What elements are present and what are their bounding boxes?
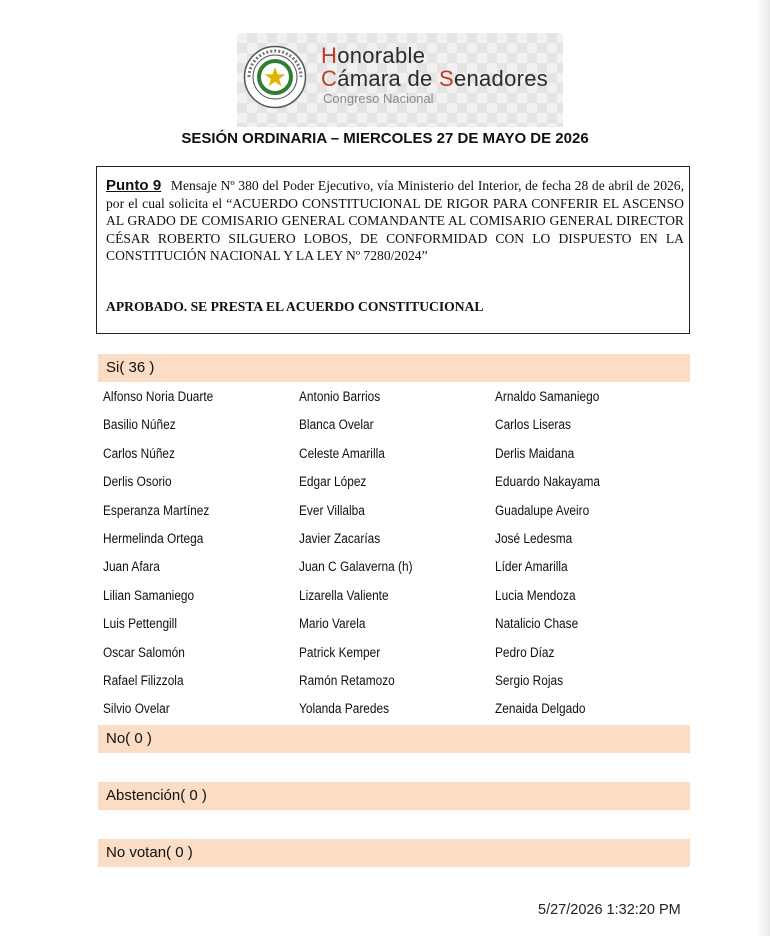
- org-name-line2: Cámara de Senadores: [321, 66, 549, 91]
- voter-name: Lizarella Valiente: [299, 587, 389, 603]
- voter-name: Ever Villalba: [299, 502, 365, 518]
- voter-name: Derlis Osorio: [103, 474, 172, 490]
- voter-name: Basilio Núñez: [103, 417, 176, 433]
- voter-name: Eduardo Nakayama: [495, 474, 601, 490]
- voter-name: Edgar López: [299, 474, 367, 490]
- voter-name: Juan Afara: [103, 559, 160, 575]
- voter-name: Lucia Mendoza: [495, 587, 576, 603]
- voter-name: Javier Zacarías: [299, 531, 381, 546]
- voter-name: Blanca Ovelar: [299, 417, 374, 433]
- senate-header-logo: [237, 33, 563, 127]
- vote-si-header: Si( 36 ): [98, 354, 690, 382]
- voter-name: Guadalupe Aveiro: [495, 502, 590, 518]
- voter-name: Ramón Retamozo: [299, 673, 395, 688]
- agenda-point-description: Mensaje Nº 380 del Poder Ejecutivo, vía Ministerio del Interior, de fecha 28 de abril de 2026, por el cual solicita el “ACUERDO CONSTITUCIONAL DE RIGOR PARA CONFERIR EL ASCENSO AL GRADO DE COMISARIO GENERAL COMANDANTE AL COMISARIO GENERAL DIRECTOR CÉSAR ROBERTO SILGUERO LOBOS, DE CONFORMIDAD CON LO DISPUESTO EN LA CONSTITUCIÓN NACIONAL Y LA LEY Nº 7280/2024”: [106, 178, 684, 264]
- voter-name: Pedro Díaz: [495, 644, 555, 660]
- voter-name: Celeste Amarilla: [299, 445, 385, 461]
- agenda-point-text: [106, 177, 684, 265]
- voter-name: Derlis Maidana: [495, 445, 575, 461]
- vote-no-votan-header: No votan( 0 ): [98, 839, 690, 867]
- voter-name: Sergio Rojas: [495, 673, 564, 688]
- voter-name: Carlos Liseras: [495, 417, 571, 433]
- voter-name: Hermelinda Ortega: [103, 531, 204, 546]
- voter-name: Rafael Filizzola: [103, 673, 184, 688]
- agenda-point-box: [96, 166, 690, 334]
- org-subtitle: Congreso Nacional: [323, 91, 434, 106]
- paraguay-seal-icon: [243, 45, 307, 109]
- voter-name: Carlos Núñez: [103, 445, 175, 461]
- voter-name: Zenaida Delgado: [495, 701, 586, 717]
- voter-name: Antonio Barrios: [299, 389, 381, 404]
- voter-name: Luis Pettengill: [103, 616, 177, 632]
- voter-name: Natalicio Chase: [495, 616, 579, 632]
- org-name-line1: Honorable: [321, 43, 426, 68]
- vote-no-header: No( 0 ): [98, 725, 690, 753]
- vote-abstencion-header: Abstención( 0 ): [98, 782, 690, 810]
- agenda-point-label: Punto 9: [106, 177, 162, 194]
- voter-name: Lilian Samaniego: [103, 587, 195, 603]
- voter-name: José Ledesma: [495, 531, 573, 546]
- voter-name: Mario Varela: [299, 616, 366, 632]
- voter-name: Juan C Galaverna (h): [299, 559, 413, 575]
- voter-name: Arnaldo Samaniego: [495, 389, 600, 404]
- voter-name: Alfonso Noria Duarte: [103, 389, 214, 404]
- print-timestamp: 5/27/2026 1:32:20 PM: [538, 902, 681, 918]
- voter-name: Esperanza Martínez: [103, 502, 210, 518]
- session-title: SESIÓN ORDINARIA – MIERCOLES 27 DE MAYO DE 2026: [181, 130, 589, 147]
- agenda-point-result: APROBADO. SE PRESTA EL ACUERDO CONSTITUCIONAL: [106, 299, 484, 314]
- voter-name: Yolanda Paredes: [299, 701, 390, 717]
- voter-name: Oscar Salomón: [103, 644, 185, 660]
- voter-name: Patrick Kemper: [299, 644, 381, 660]
- voter-name: Silvio Ovelar: [103, 701, 170, 717]
- voter-name: Líder Amarilla: [495, 559, 568, 575]
